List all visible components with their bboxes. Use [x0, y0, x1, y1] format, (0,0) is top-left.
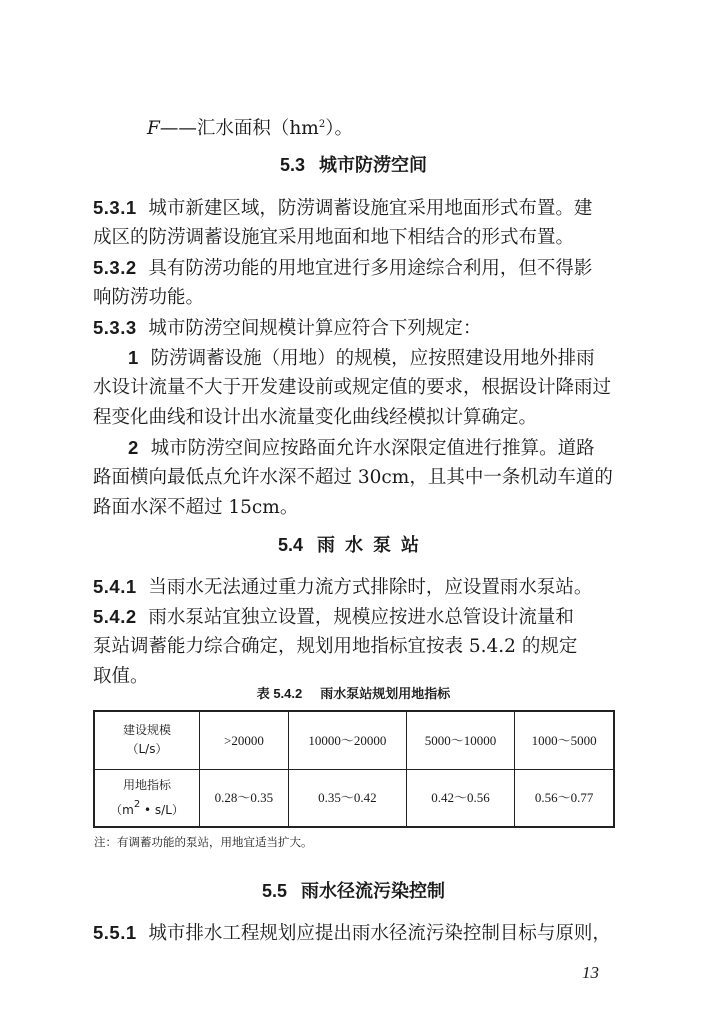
section-title: 雨水泵站	[317, 535, 430, 556]
table-cell: 0.35～0.42	[288, 769, 406, 827]
section-number: 5.4	[277, 535, 304, 555]
unit-text: （m	[110, 802, 134, 817]
clause-number: 5.4.2	[93, 606, 137, 627]
clause-text: 泵站调蓄能力综合确定，规划用地指标宜按表 5.4.2 的规定	[93, 636, 578, 657]
row-header-line: 建设规模	[122, 723, 171, 738]
table-caption	[0, 684, 707, 705]
clause-number: 5.3.3	[93, 317, 137, 338]
item-number: 1	[128, 347, 139, 368]
clause-5-3-1-cont	[93, 223, 574, 253]
clause-text: 响防涝功能。	[93, 287, 205, 308]
clause-5-3-2-cont	[93, 283, 204, 313]
clause-5-4-2-cont	[93, 632, 577, 662]
table-note: 注：有调蓄功能的泵站，用地宜适当扩大。	[94, 835, 313, 849]
land-use-table	[93, 710, 615, 828]
page-number: 13	[582, 963, 599, 982]
row-header-unit: （L/s）	[126, 742, 168, 757]
section-heading-5-5	[0, 876, 707, 907]
variable-symbol: F	[147, 118, 160, 139]
variable-definition	[147, 110, 353, 144]
item-text: 程变化曲线和设计出水流量变化曲线经模拟计算确定。	[93, 407, 538, 428]
section-number: 5.3	[279, 155, 306, 175]
clause-text: 城市新建区域，防涝调蓄设施宜采用地面形式布置。建	[148, 198, 593, 219]
table-number: 表 5.4.2	[256, 686, 303, 701]
table-row	[94, 769, 614, 827]
clause-text: 城市排水工程规划应提出雨水径流污染控制目标与原则，	[148, 923, 611, 944]
table-cell: 5000～10000	[406, 711, 514, 769]
clause-number: 5.4.1	[93, 576, 137, 597]
item-text: 水设计流量不大于开发建设前或规定值的要求，根据设计降雨过	[93, 377, 612, 398]
row-header-index	[94, 769, 200, 827]
table-cell: 0.56～0.77	[515, 769, 614, 827]
clause-text: 当雨水无法通过重力流方式排除时，应设置雨水泵站。	[148, 577, 593, 598]
section-heading-5-4	[0, 530, 707, 561]
clause-5-4-2	[93, 602, 574, 633]
item-text: 城市防涝空间应按路面允许水深限定值进行推算。道路	[150, 438, 595, 459]
clause-text: 雨水泵站宜独立设置，规模应按进水总管设计流量和	[148, 607, 574, 628]
clause-text: 取值。	[93, 666, 149, 687]
clause-number: 5.3.1	[93, 197, 137, 218]
list-item-2	[128, 433, 595, 464]
section-number: 5.5	[261, 881, 288, 901]
clause-5-4-1	[93, 572, 592, 603]
superscript: 2	[318, 119, 326, 130]
list-item-1	[128, 343, 595, 374]
item-text: 防涝调蓄设施（用地）的规模，应按照建设用地外排雨	[150, 348, 595, 369]
item-text: 路面水深不超过 15cm。	[93, 497, 299, 518]
clause-text: 城市防涝空间规模计算应符合下列规定：	[148, 318, 482, 339]
clause-5-3-1	[93, 193, 592, 224]
row-header-line: 用地指标	[122, 777, 171, 792]
row-header-scale	[94, 711, 200, 769]
list-item-1-cont	[93, 373, 611, 403]
unit-text-end: • s/L）	[140, 802, 184, 817]
clause-number: 5.5.1	[93, 922, 137, 943]
section-title: 城市防涝空间	[319, 155, 428, 176]
item-text: 路面横向最低点允许水深不超过 30cm，且其中一条机动车道的	[93, 467, 613, 488]
clause-text: 成区的防涝调蓄设施宜采用地面和地下相结合的形式布置。	[93, 227, 575, 248]
dash: ——	[159, 118, 197, 139]
clause-5-3-2	[93, 253, 592, 284]
clause-5-5-1	[93, 918, 611, 949]
clause-number: 5.3.2	[93, 257, 137, 278]
definition-text: 汇水面积（hm	[196, 118, 319, 139]
clause-5-3-3	[93, 313, 481, 344]
section-heading-5-3	[0, 150, 707, 181]
superscript: 2	[133, 798, 141, 810]
clause-text: 具有防涝功能的用地宜进行多用途综合利用，但不得影	[148, 258, 593, 279]
item-number: 2	[128, 437, 139, 458]
table-cell: 10000～20000	[288, 711, 406, 769]
row-header-unit	[95, 795, 199, 820]
table-cell: 0.28～0.35	[200, 769, 289, 827]
table-cell: 0.42～0.56	[406, 769, 514, 827]
list-item-2-cont	[93, 493, 298, 523]
section-title: 雨水径流污染控制	[301, 881, 446, 902]
table-row	[94, 711, 614, 769]
list-item-1-cont	[93, 403, 537, 433]
table-cell: 1000～5000	[515, 711, 614, 769]
definition-text-end: ）。	[325, 118, 353, 139]
list-item-2-cont	[93, 463, 613, 493]
table-cell: >20000	[200, 711, 289, 769]
table-title: 雨水泵站规划用地指标	[320, 687, 451, 702]
